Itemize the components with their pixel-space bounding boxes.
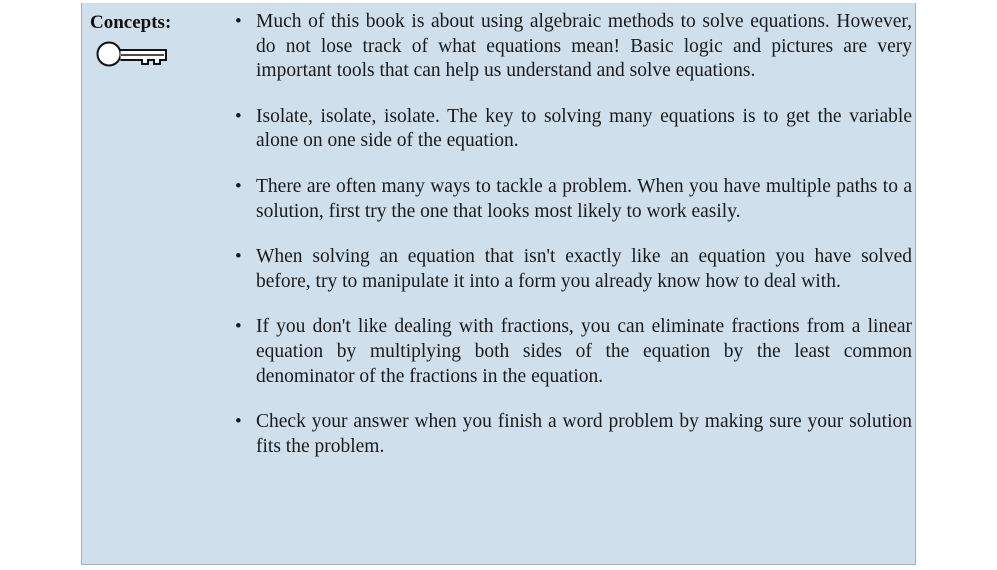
list-item: [232, 410, 912, 459]
concept-text: If you don't like dealing with fractions, you can eliminate fractions from a linear equation by multiplying both sides of the equation by the least common denominator of the fractions in the equation.: [256, 316, 912, 387]
concepts-box: [81, 3, 916, 565]
concepts-list: [232, 10, 912, 480]
list-item: [232, 10, 912, 84]
list-item: [232, 315, 912, 389]
list-item: [232, 175, 912, 224]
concepts-label: Concepts:: [90, 12, 172, 33]
bullet-icon: •: [235, 246, 242, 268]
concepts-sidebar: [90, 11, 230, 69]
bullet-icon: •: [235, 11, 242, 32]
concept-text: Much of this book is about using algebraic methods to solve equations. However, do not lose track of what equations mean! Basic logic and pictures are very important tools that can help us understand and solve equations.: [256, 11, 912, 82]
bullet-icon: •: [235, 411, 242, 433]
bullet-icon: •: [235, 175, 242, 197]
list-item: [232, 245, 912, 294]
list-item: [232, 105, 912, 154]
concept-text: When solving an equation that isn't exactly like an equation you have solved before, try to manipulate it into a form you already know how to deal with.: [256, 246, 912, 292]
concept-text: There are often many ways to tackle a problem. When you have multiple paths to a solution, first try the one that looks most likely to work easily.: [256, 175, 912, 222]
concept-text: Isolate, isolate, isolate. The key to solving many equations is to get the variable alone on one side of the equation.: [256, 105, 912, 152]
key-icon: [96, 39, 168, 69]
bullet-icon: •: [235, 105, 242, 127]
bullet-icon: •: [235, 316, 242, 338]
concept-text: Check your answer when you finish a word problem by making sure your solution fits the problem.: [256, 411, 912, 457]
